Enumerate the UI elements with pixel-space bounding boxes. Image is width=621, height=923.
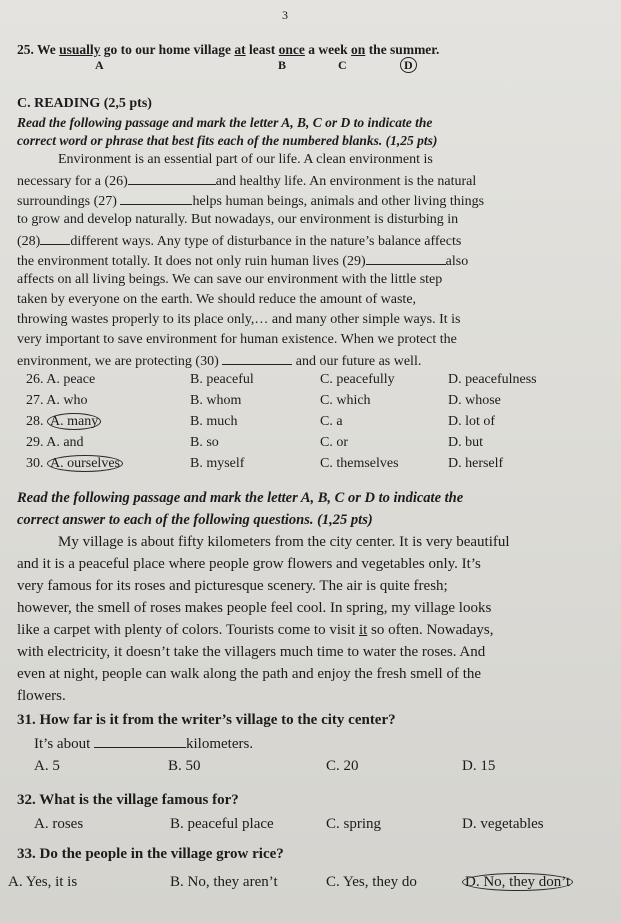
q32-option-a[interactable]: A. roses xyxy=(34,816,84,832)
q31-option-a[interactable]: A. 5 xyxy=(34,758,60,774)
passage-2-line-5b: so often. Nowadays, xyxy=(367,622,494,638)
passage-2-line-5a: like a carpet with plenty of colors. Tourists come to visit xyxy=(17,622,359,638)
q27-option-a[interactable] xyxy=(26,393,87,409)
q26-option-a[interactable] xyxy=(26,372,95,388)
passage-2-line-6: with electricity, it doesn’t take the villagers much time to water the roses. And xyxy=(17,644,486,660)
q30-a-circled: A. ourselves xyxy=(47,455,123,472)
q31-option-c[interactable]: C. 20 xyxy=(326,758,359,774)
q28-number: 28. xyxy=(26,414,44,429)
question-33: 33. Do the people in the village grow rice? xyxy=(17,846,284,862)
q31-option-d[interactable]: D. 15 xyxy=(462,758,496,774)
q29-option-c[interactable]: C. or xyxy=(320,435,348,450)
q25-text-4: a week xyxy=(304,42,352,57)
passage-1-line-2a: necessary for a (26) xyxy=(17,174,128,189)
blank-30 xyxy=(222,352,292,365)
q25-mark-b: B xyxy=(278,58,287,72)
passage-1-line-11a: environment, we are protecting (30) xyxy=(17,354,223,369)
section-c-instruction-1: Read the following passage and mark the letter A, B, C or D to indicate the xyxy=(17,115,433,130)
passage-1-line-1: Environment is an essential part of our life. A clean environment is xyxy=(58,152,433,167)
passage-1-line-6 xyxy=(17,252,468,270)
q30-option-a[interactable] xyxy=(26,456,123,472)
q25-text-2: go to our home village xyxy=(100,42,235,57)
q27-option-d[interactable]: D. whose xyxy=(448,393,501,408)
q25-number: 25. xyxy=(17,42,34,57)
q26-a-text: A. peace xyxy=(46,372,96,387)
q29-option-d[interactable]: D. but xyxy=(448,435,483,450)
question-31: 31. How far is it from the writer’s village to the city center? xyxy=(17,712,396,728)
q26-option-b[interactable]: B. peaceful xyxy=(190,372,254,387)
q25-text-1: We xyxy=(37,42,60,57)
q32-option-d[interactable]: D. vegetables xyxy=(462,816,544,832)
passage-1-line-8: taken by everyone on the earth. We should reduce the amount of waste, xyxy=(17,292,417,307)
passage-2-line-3: very famous for its roses and picturesque scenery. The air is quite fresh; xyxy=(17,578,448,594)
q25-mark-d xyxy=(400,58,417,73)
passage-1-line-5b: different ways. Any type of disturbance in the nature’s balance affects xyxy=(70,234,462,249)
q32-option-c[interactable]: C. spring xyxy=(326,816,382,832)
passage-1-line-5a: (28) xyxy=(17,234,41,249)
passage-1-line-2 xyxy=(17,172,476,190)
q25-mark-c: C xyxy=(338,58,347,72)
passage-1-line-3 xyxy=(17,192,484,210)
q30-option-d[interactable]: D. herself xyxy=(448,456,504,471)
q33-option-d[interactable] xyxy=(462,874,573,891)
q31-stem xyxy=(34,735,253,753)
q29-option-b[interactable]: B. so xyxy=(190,435,219,450)
passage-2-line-5 xyxy=(17,622,494,639)
passage-1-line-2b: and healthy life. An environment is the natural xyxy=(215,174,477,189)
q28-a-circled: A. many xyxy=(47,413,101,430)
blank-28 xyxy=(40,232,70,245)
q25-underline-b: at xyxy=(234,42,246,57)
passage-2-underlined-it: it xyxy=(358,622,368,638)
q25-underline-a: usually xyxy=(59,42,101,57)
q26-option-c[interactable]: C. peacefully xyxy=(320,372,395,387)
passage-2-line-1: My village is about fifty kilometers from the city center. It is very beautiful xyxy=(58,534,510,550)
passage-2-line-2: and it is a peaceful place where people grow flowers and vegetables only. It’s xyxy=(17,556,481,572)
passage-1-line-4: to grow and develop naturally. But nowadays, our environment is disturbing in xyxy=(17,212,459,227)
q33-option-c[interactable]: C. Yes, they do xyxy=(326,874,417,890)
passage-1-line-3a: surroundings (27) xyxy=(17,194,121,209)
q33-option-a[interactable]: A. Yes, it is xyxy=(8,874,78,890)
section-c-instruction-2: correct word or phrase that best fits each of the numbered blanks. (1,25 pts) xyxy=(17,133,438,148)
q25-underline-d: on xyxy=(351,42,366,57)
q27-option-b[interactable]: B. whom xyxy=(190,393,242,408)
q33-option-b[interactable]: B. No, they aren’t xyxy=(170,874,278,890)
q32-option-b[interactable]: B. peaceful place xyxy=(170,816,274,832)
q28-option-d[interactable]: D. lot of xyxy=(448,414,496,429)
passage-1-line-9: throwing wastes properly to its place only,… and many other simple ways. It is xyxy=(17,312,461,327)
q28-option-a[interactable] xyxy=(26,414,101,430)
q30-option-b[interactable]: B. myself xyxy=(190,456,245,471)
q29-option-a[interactable] xyxy=(26,435,84,451)
question-32: 32. What is the village famous for? xyxy=(17,792,239,808)
passage-1-line-3b: helps human beings, animals and other living things xyxy=(192,194,485,209)
section-2-instruction-2: correct answer to each of the following questions. (1,25 pts) xyxy=(17,512,373,528)
section-2-instruction-1: Read the following passage and mark the letter A, B, C or D to indicate the xyxy=(17,490,464,506)
passage-1-line-6a: the environment totally. It does not only ruin human lives (29) xyxy=(17,254,366,269)
question-25 xyxy=(17,42,439,58)
q25-text-5: the summer. xyxy=(365,42,440,57)
blank-26 xyxy=(128,172,216,185)
passage-2-line-7: even at night, people can walk along the path and enjoy the fresh smell of the xyxy=(17,666,482,682)
page-number: 3 xyxy=(282,8,288,22)
passage-1-line-7: affects on all living beings. We can save our environment with the little step xyxy=(17,272,443,287)
q25-mark-a: A xyxy=(95,58,104,72)
q31-stem-b: kilometers. xyxy=(186,736,254,752)
passage-1-line-10: very important to save environment for human existence. When we protect the xyxy=(17,332,457,347)
q27-option-c[interactable]: C. which xyxy=(320,393,371,408)
section-heading: C. READING (2,5 pts) xyxy=(17,96,152,111)
passage-1-line-11 xyxy=(17,352,421,370)
q29-a-text: A. and xyxy=(46,435,84,450)
q26-number: 26. xyxy=(26,372,44,387)
q28-option-c[interactable]: C. a xyxy=(320,414,343,429)
q27-a-text: A. who xyxy=(46,393,88,408)
q25-mark-d-circled: D xyxy=(400,57,417,73)
q28-option-b[interactable]: B. much xyxy=(190,414,238,429)
q25-text-3: least xyxy=(245,42,279,57)
q31-option-b[interactable]: B. 50 xyxy=(168,758,201,774)
q30-option-c[interactable]: C. themselves xyxy=(320,456,399,471)
passage-2-line-4: however, the smell of roses makes people feel cool. In spring, my village looks xyxy=(17,600,492,616)
q27-number: 27. xyxy=(26,393,44,408)
passage-2-line-8: flowers. xyxy=(17,688,66,704)
q33-d-circled: D. No, they don’t xyxy=(462,873,573,891)
blank-31 xyxy=(94,735,186,748)
q31-stem-a: It’s about xyxy=(34,736,94,752)
q26-option-d[interactable]: D. peacefulness xyxy=(448,372,537,387)
blank-29 xyxy=(366,252,446,265)
passage-1-line-11b: and our future as well. xyxy=(292,354,422,369)
passage-1-line-6b: also xyxy=(445,254,469,269)
blank-27 xyxy=(120,192,192,205)
q25-underline-c: once xyxy=(278,42,305,57)
q29-number: 29. xyxy=(26,435,44,450)
passage-1-line-5 xyxy=(17,232,461,250)
q30-number: 30. xyxy=(26,456,44,471)
